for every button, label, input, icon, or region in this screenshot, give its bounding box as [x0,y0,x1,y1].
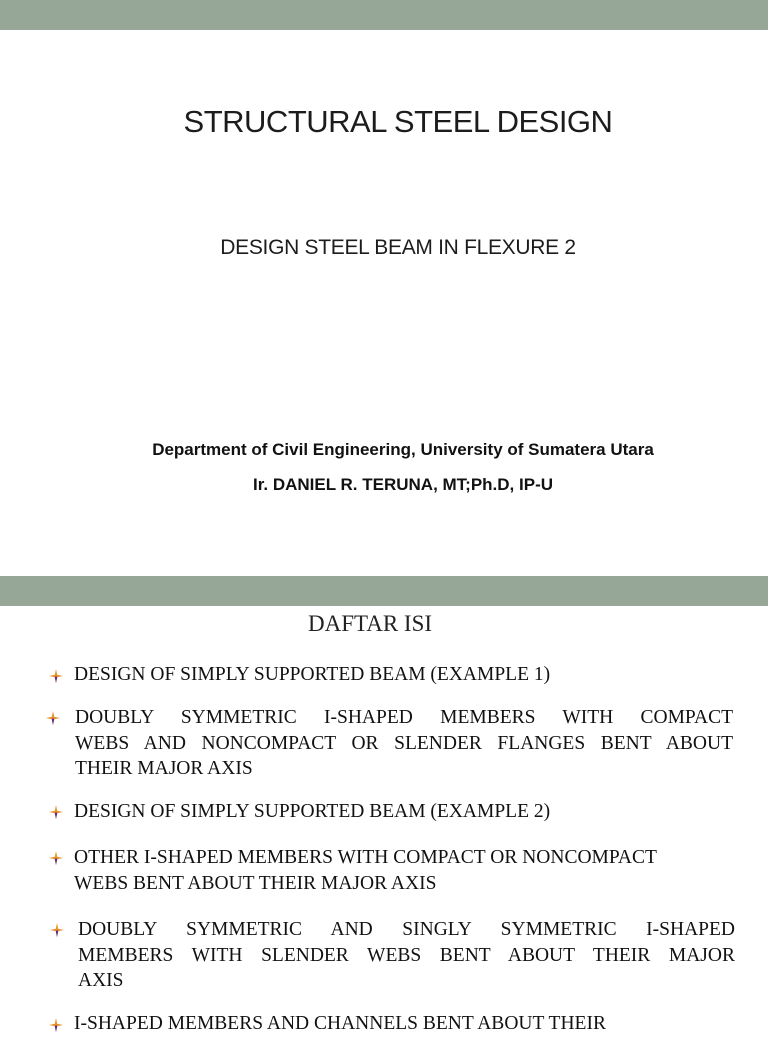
slide-subtitle: DESIGN STEEL BEAM IN FLEXURE 2 [220,236,576,259]
list-item-line: WEBS AND NONCOMPACT OR SLENDER FLANGES BENT ABOUT [75,732,733,754]
list-item-line: DOUBLY SYMMETRIC AND SINGLY SYMMETRIC I-SHAPED [78,919,735,940]
department-line: Department of Civil Engineering, University of Sumatera Utara [152,440,654,459]
list-item-line: WEBS BENT ABOUT THEIR MAJOR AXIS [74,872,437,894]
list-item-line: OTHER I-SHAPED MEMBERS WITH COMPACT OR NONCOMPACT [74,847,657,868]
author-line: Ir. DANIEL R. TERUNA, MT;Ph.D, IP-U [252,475,554,494]
slide-title: STRUCTURAL STEEL DESIGN [183,104,613,139]
list-item-line: THEIR MAJOR AXIS [75,758,253,779]
contents-heading: DAFTAR ISI [307,611,433,636]
four-point-star-bullet-icon [49,851,63,865]
list-item [78,917,735,994]
list-item [75,705,733,782]
list-item-line: DOUBLY SYMMETRIC I-SHAPED MEMBERS WITH COMPACT [75,707,733,728]
list-item-line: AXIS [78,970,124,991]
list-item [74,662,754,688]
slide-header-band [0,0,768,30]
four-point-star-bullet-icon [49,1018,63,1032]
list-item [74,799,754,825]
four-point-star-bullet-icon [50,923,64,937]
four-point-star-bullet-icon [49,669,63,683]
list-item-line: DESIGN OF SIMPLY SUPPORTED BEAM (EXAMPLE 1) [74,664,551,685]
list-item-line: I-SHAPED MEMBERS AND CHANNELS BENT ABOUT THEIR [74,1013,606,1034]
four-point-star-bullet-icon [46,711,60,725]
list-item-line: MEMBERS WITH SLENDER WEBS BENT ABOUT THEIR MAJOR [78,944,735,966]
list-item [74,845,754,896]
four-point-star-bullet-icon [49,805,63,819]
slide-divider-band [0,576,768,606]
list-item-line: DESIGN OF SIMPLY SUPPORTED BEAM (EXAMPLE 2) [74,801,551,822]
